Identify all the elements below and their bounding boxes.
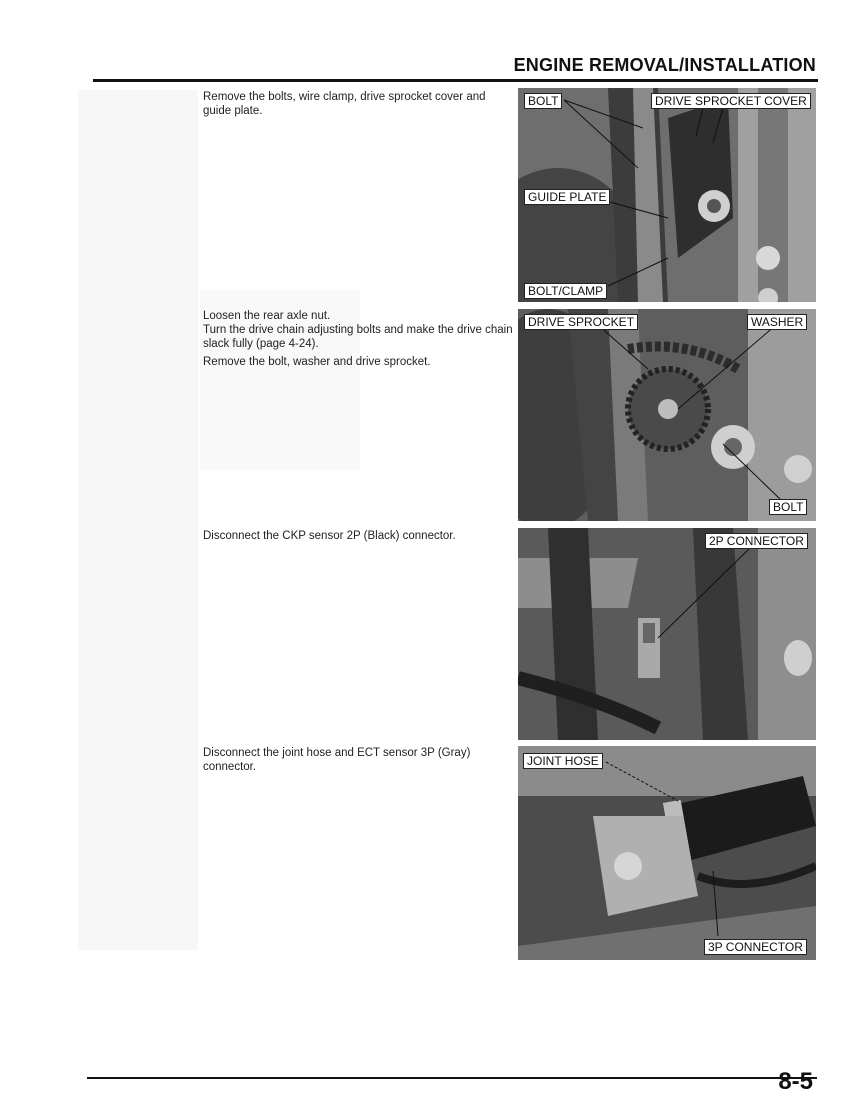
callout-drive-sprocket-cover: DRIVE SPROCKET COVER <box>651 93 811 109</box>
step-3-line-1: Disconnect the CKP sensor 2P (Black) connector. <box>203 530 456 542</box>
callout-bolt: BOLT <box>769 499 807 515</box>
footer-rule <box>87 1077 817 1079</box>
step-4-line-1: Disconnect the joint hose and ECT sensor 3P (Gray) connector. <box>203 747 471 773</box>
photo-4-leaders <box>518 746 816 960</box>
photo-2-leaders <box>518 309 816 521</box>
step-1-line-1: Remove the bolts, wire clamp, drive sprocket cover and guide plate. <box>203 91 486 117</box>
step-2-line-2: Turn the drive chain adjusting bolts and make the drive chain slack fully (page 4-24). <box>203 324 513 350</box>
photo-drive-sprocket <box>518 309 816 521</box>
photo-drive-sprocket-cover <box>518 88 816 302</box>
step-3-text <box>203 529 513 547</box>
header-rule <box>93 79 818 82</box>
callout-bolt-clamp: BOLT/CLAMP <box>524 283 607 299</box>
step-2-line-3: Remove the bolt, washer and drive sprocket. <box>203 356 431 368</box>
callout-drive-sprocket: DRIVE SPROCKET <box>524 314 638 330</box>
callout-joint-hose: JOINT HOSE <box>523 753 603 769</box>
step-2-line-1: Loosen the rear axle nut. <box>203 310 331 322</box>
callout-guide-plate: GUIDE PLATE <box>524 189 610 205</box>
photo-joint-hose <box>518 746 816 960</box>
page-number: 8-5 <box>778 1068 813 1095</box>
step-2-text <box>203 309 513 373</box>
photo-3-leaders <box>518 528 816 740</box>
photo-2p-connector <box>518 528 816 740</box>
section-title: ENGINE REMOVAL/INSTALLATION <box>513 55 816 75</box>
callout-washer: WASHER <box>747 314 807 330</box>
callout-2p-connector: 2P CONNECTOR <box>705 533 808 549</box>
bleed-through-left <box>78 90 198 950</box>
callout-bolt: BOLT <box>524 93 562 109</box>
step-4-text <box>203 746 513 778</box>
step-1-text <box>203 90 513 122</box>
callout-3p-connector: 3P CONNECTOR <box>704 939 807 955</box>
